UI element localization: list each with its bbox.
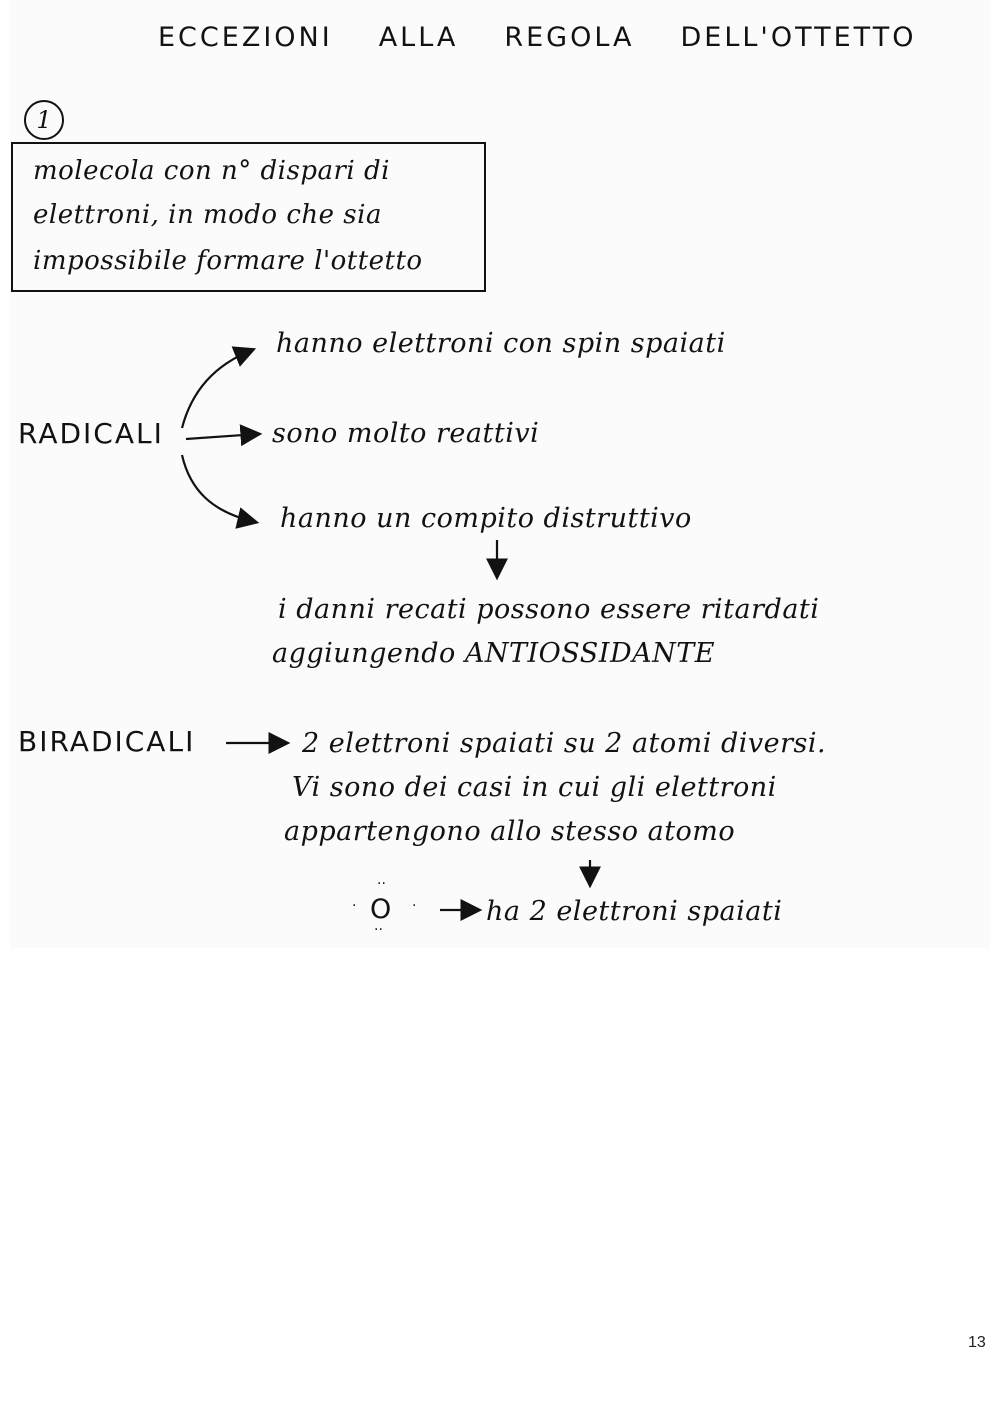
radicali-point-3: hanno un compito distruttivo	[280, 503, 692, 534]
arrow-up-curve	[182, 350, 252, 428]
section-number: 1	[24, 100, 64, 140]
title-word-1: ECCEZIONI	[158, 22, 333, 53]
unpaired-electron-right: ·	[412, 898, 417, 914]
radicali-label: RADICALI	[18, 417, 164, 450]
definition-line-2: elettroni, in modo che sia	[33, 200, 382, 230]
arrow-straight	[186, 434, 258, 439]
radicali-point-1: hanno elettroni con spin spaiati	[276, 328, 726, 359]
lone-pair-bottom: ··	[374, 922, 383, 938]
biradicali-label: BIRADICALI	[18, 725, 196, 758]
unpaired-electron-left: ·	[352, 898, 357, 914]
biradicali-line-2: Vi sono dei casi in cui gli elettroni	[292, 772, 777, 803]
radicali-point-2: sono molto reattivi	[272, 418, 540, 449]
title-word-3: REGOLA	[504, 22, 635, 53]
consequence-line-1: i danni recati possono essere ritardati	[278, 594, 820, 625]
arrow-down-curve	[182, 455, 255, 522]
definition-line-1: molecola con n° dispari di	[33, 156, 390, 186]
biradicali-line-1: 2 elettroni spaiati su 2 atomi diversi.	[302, 728, 827, 759]
example-text: ha 2 elettroni spaiati	[486, 896, 783, 927]
definition-line-3: impossibile formare l'ottetto	[33, 246, 423, 276]
title-word-2: ALLA	[378, 22, 459, 53]
page-number: 13	[968, 1334, 986, 1351]
biradicali-line-3: appartengono allo stesso atomo	[284, 816, 736, 847]
oxygen-atom: O	[370, 894, 392, 925]
lone-pair-top: ··	[377, 876, 386, 892]
consequence-line-2: aggiungendo ANTIOSSIDANTE	[272, 638, 715, 669]
title-word-4: DELL'OTTETTO	[680, 22, 917, 53]
